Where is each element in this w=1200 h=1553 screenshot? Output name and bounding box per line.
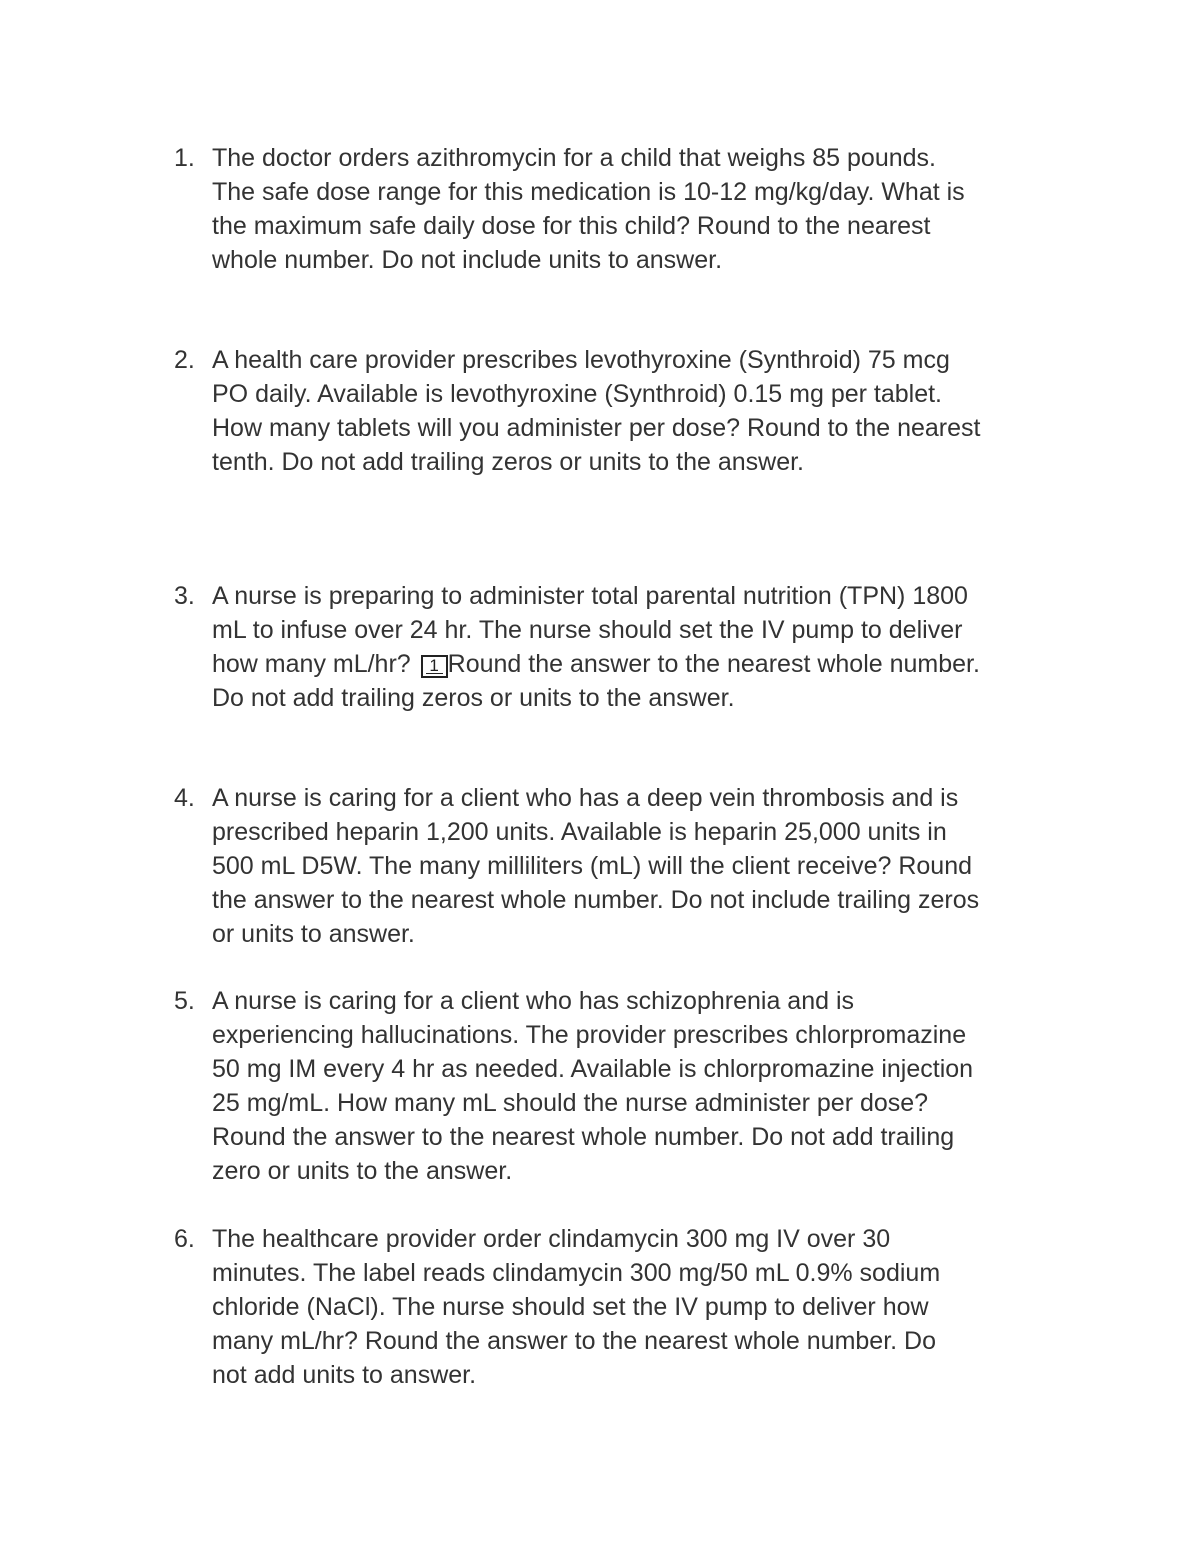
question-number: 4. [174,784,195,812]
question-line: many mL/hr? Round the answer to the nearest whole number. Do [212,1327,937,1355]
question-line: The safe dose range for this medication is 10-12 mg/kg/day. What is [212,178,965,206]
question-line-part: how many mL/hr? [212,650,411,678]
question-text [212,343,1082,479]
question-line: or units to answer. [212,920,415,948]
question-line: Round the answer to the nearest whole number. Do not add trailing [212,1123,955,1151]
question-line: PO daily. Available is levothyroxine (Synthroid) 0.15 mg per tablet. [212,380,943,408]
question-line: prescribed heparin 1,200 units. Available is heparin 25,000 units in [212,818,947,846]
question-line: experiencing hallucinations. The provider prescribes chlorpromazine [212,1021,967,1049]
question-line: 500 mL D5W. The many milliliters (mL) will the client receive? Round [212,852,972,880]
question-number: 1. [174,144,195,172]
question-line: the answer to the nearest whole number. Do not include trailing zeros [212,886,980,914]
question-line: whole number. Do not include units to answer. [212,246,723,274]
question-text [212,1222,1082,1392]
question-number: 3. [174,582,195,610]
question-line: A nurse is preparing to administer total parental nutrition (TPN) 1800 [212,582,968,610]
question-line: The healthcare provider order clindamycin 300 mg IV over 30 [212,1225,891,1253]
question-line-part: Round the answer to the nearest whole number. [447,650,980,678]
question-line: A health care provider prescribes levothyroxine (Synthroid) 75 mcg [212,346,950,374]
question-line: minutes. The label reads clindamycin 300 mg/50 mL 0.9% sodium [212,1259,941,1287]
question-line: 25 mg/mL. How many mL should the nurse administer per dose? [212,1089,929,1117]
question-line: tenth. Do not add trailing zeros or units to the answer. [212,448,805,476]
question-line: the maximum safe daily dose for this child? Round to the nearest [212,212,931,240]
question-line: How many tablets will you administer per dose? Round to the nearest [212,414,981,442]
question-line: 50 mg IM every 4 hr as needed. Available is chlorpromazine injection [212,1055,974,1083]
question-number: 2. [174,346,195,374]
question-text [212,781,1082,951]
question-line: A nurse is caring for a client who has schizophrenia and is [212,987,855,1015]
question-text [212,141,1082,277]
question-line: not add units to answer. [212,1361,477,1389]
question-text [212,984,1082,1188]
question-number: 5. [174,987,195,1015]
question-number: 6. [174,1225,195,1253]
question-line: The doctor orders azithromycin for a child that weighs 85 pounds. [212,144,936,172]
question-line: mL to infuse over 24 hr. The nurse should set the IV pump to deliver [212,616,963,644]
question-line: A nurse is caring for a client who has a deep vein thrombosis and is [212,784,959,812]
question-line-with-comment [212,647,1082,681]
comment-marker[interactable]: 1 [421,655,448,678]
question-text [212,579,1082,715]
question-line: zero or units to the answer. [212,1157,513,1185]
question-line: Do not add trailing zeros or units to the answer. [212,684,735,712]
question-line: chloride (NaCl). The nurse should set the IV pump to deliver how [212,1293,929,1321]
